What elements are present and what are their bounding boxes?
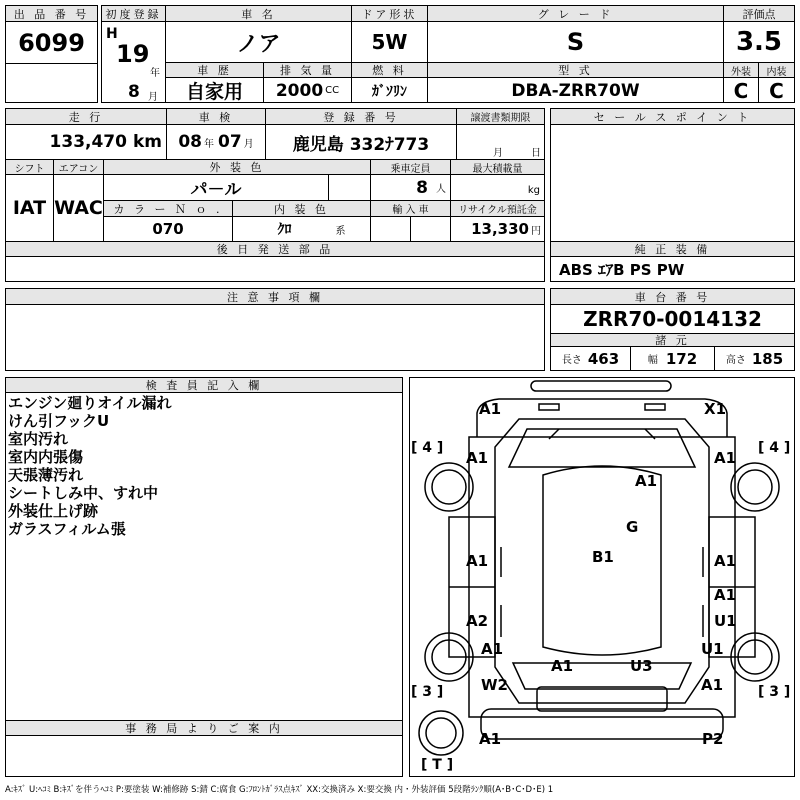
first-reg-month: 8 [128, 82, 140, 102]
recycle-cell [451, 217, 544, 241]
tyre-tread-front-right: [ 4 ] [758, 440, 791, 456]
mileage-label: 走 行 [6, 109, 167, 125]
chassis-label: 車 台 番 号 [551, 289, 794, 305]
remark-line: エンジン廻りオイル漏れ [8, 394, 172, 412]
length-label: 長さ [561, 355, 582, 366]
mileage-unit: km [132, 132, 162, 152]
office-label: 事 務 局 よ り ご 案 内 [6, 720, 402, 736]
damage-code: U1 [714, 612, 737, 630]
fuel: ｶﾞｿﾘﾝ [352, 78, 428, 103]
height-label: 高さ [725, 355, 746, 366]
recycle-label: リサイクル預託金 [451, 201, 544, 217]
interior-grade-label: 内装 [759, 62, 794, 78]
model: DBA-ZRR70W [428, 78, 724, 103]
max-load-label: 最大積載量 [451, 159, 544, 175]
damage-code: A1 [466, 552, 489, 570]
interior-color-unit: 系 [335, 225, 346, 237]
displacement-cell [264, 78, 352, 103]
car-diagram [409, 377, 795, 777]
genuine-equipment: ABS ｴｱB PS PW [559, 260, 685, 279]
shift: IAT [6, 175, 54, 241]
tyre-tread-spare: [ T ] [421, 757, 454, 773]
door-label: ドア形状 [352, 6, 428, 22]
remark-line: 室内内張傷 [8, 448, 84, 466]
width: 172 [665, 349, 698, 368]
detail-grid [5, 108, 545, 282]
exterior-grade-label: 外装 [724, 62, 759, 78]
damage-code: A1 [466, 449, 489, 467]
month-unit: 月 [148, 92, 158, 103]
interior-color-label: 内 装 色 [233, 201, 371, 217]
first-reg-label: 初度登録 [102, 6, 166, 22]
damage-code: P2 [702, 730, 724, 748]
inspection-cell [167, 125, 266, 159]
first-reg-cell [102, 22, 166, 103]
lot-number-box [5, 5, 98, 103]
chassis-number: ZRR70-0014132 [583, 307, 762, 331]
plate: 鹿児島 332ﾅ773 [266, 125, 457, 159]
grade-label: グ レ ー ド [428, 6, 724, 22]
damage-legend: A:ｷｽﾞ U:ﾍｺﾐ B:ｷｽﾞを伴うﾍｺﾐ P:要塗装 W:補修跡 S:錆 C:腐食 G:ﾌﾛﾝﾄｶﾞﾗｽ点ｷｽﾞ XX:交換済み X:要交換 内・外装評価 5段階ﾗﾝｸ順(A･B･C･D･E) 1 [5, 785, 554, 795]
inspector-label: 検 査 員 記 入 欄 [6, 378, 402, 393]
displacement-label: 排 気 量 [264, 62, 352, 78]
exterior-color: パ－ル [104, 175, 329, 201]
capacity: 8 [416, 177, 428, 198]
ac-label: エアコン [54, 159, 104, 175]
color-no: 070 [104, 217, 233, 241]
fuel-label: 燃 料 [352, 62, 428, 78]
damage-code: B1 [592, 548, 614, 566]
import-split [371, 217, 411, 241]
remark-line: 外装仕上げ跡 [8, 502, 99, 520]
interior-color: ｸﾛ [277, 222, 292, 238]
inspection-year: 08 [178, 132, 202, 152]
history: 自家用 [166, 78, 264, 103]
interior-color-cell [233, 217, 371, 241]
exterior-color-extra [329, 175, 371, 201]
specs-label: 諸 元 [551, 333, 794, 347]
capacity-cell [371, 175, 451, 201]
inspection-month: 07 [218, 132, 242, 152]
recycle-unit: 円 [531, 225, 541, 237]
damage-code: U1 [701, 640, 724, 658]
damage-code: A1 [481, 640, 504, 658]
car-name: ノア [166, 22, 352, 62]
damage-code: A1 [635, 472, 658, 490]
recycle: 13,330 [471, 220, 529, 238]
displacement-unit: CC [325, 85, 340, 96]
grade: S [428, 22, 724, 62]
remark-line: 室内汚れ [8, 430, 69, 448]
mileage: 133,470 [49, 132, 127, 152]
damage-code: A1 [701, 676, 724, 694]
era: H [106, 26, 118, 42]
genuine-label: 純 正 装 備 [551, 241, 794, 257]
car-name-label: 車 名 [166, 6, 352, 22]
color-no-label: カ ラ ー Ｎ ｏ . [104, 201, 233, 217]
first-reg-year: 19 [116, 40, 150, 68]
tyre-tread-rear-right: [ 3 ] [758, 684, 791, 700]
exterior-grade: C [724, 78, 759, 103]
damage-code: A1 [479, 400, 502, 418]
width-label: 幅 [647, 355, 658, 366]
height-cell [715, 347, 794, 370]
later-parts-label: 後 日 発 送 部 品 [6, 241, 544, 257]
lot-number-label: 出 品 番 号 [6, 6, 97, 22]
lot-number-blank [6, 63, 97, 103]
damage-code: U3 [630, 657, 653, 675]
model-label: 型 式 [428, 62, 724, 78]
inspection-month-unit: 月 [243, 138, 254, 150]
length-cell [551, 347, 631, 370]
height: 185 [751, 349, 784, 368]
ac: WAC [54, 175, 104, 241]
tyre-tread-front-left: [ 4 ] [411, 440, 444, 456]
caution-box [5, 288, 545, 371]
max-load-unit: kg [451, 175, 544, 201]
remark-line: けん引フックU [8, 412, 110, 430]
damage-code: A1 [551, 657, 574, 675]
damage-code: A1 [714, 449, 737, 467]
year-unit: 年 [150, 68, 160, 79]
width-cell [631, 347, 715, 370]
caution-label: 注 意 事 項 欄 [6, 289, 544, 305]
damage-code: G [626, 518, 639, 536]
transfer-label: 譲渡書類期限 [457, 109, 544, 125]
import-label: 輸 入 車 [371, 201, 451, 217]
transfer-day-unit: 日 [531, 147, 541, 159]
capacity-unit: 人 [436, 184, 446, 195]
interior-grade: C [769, 78, 784, 103]
inspection-year-unit: 年 [204, 138, 214, 150]
inspector-remarks [8, 394, 172, 538]
chassis-box [550, 288, 795, 371]
mileage-cell [6, 125, 167, 159]
import-value [411, 217, 451, 241]
damage-code: W2 [481, 676, 508, 694]
inspection-label: 車 検 [167, 109, 266, 125]
exterior-color-label: 外 装 色 [104, 159, 371, 175]
damage-code: A2 [466, 612, 489, 630]
lot-number: 6099 [18, 29, 85, 57]
damage-code: A1 [479, 730, 502, 748]
sales-points-box [550, 108, 795, 282]
history-label: 車 歴 [166, 62, 264, 78]
shift-label: シフト [6, 159, 54, 175]
plate-label: 登 録 番 号 [266, 109, 457, 125]
doors: 5W [352, 22, 428, 62]
damage-code: A1 [714, 586, 737, 604]
capacity-label: 乗車定員 [371, 159, 451, 175]
transfer-month-unit: 月 [493, 147, 503, 159]
length: 463 [587, 349, 620, 368]
score: 3.5 [735, 27, 783, 57]
sales-points-label: セ ー ル ス ポ イ ン ト [551, 109, 794, 125]
damage-code: X1 [704, 400, 727, 418]
header-grid [101, 5, 795, 103]
remark-line: シートしみ中、すれ中 [8, 484, 159, 502]
tyre-tread-rear-left: [ 3 ] [411, 684, 444, 700]
displacement: 2000 [275, 80, 324, 101]
remark-line: 天張薄汚れ [8, 466, 84, 484]
score-label: 評価点 [724, 6, 794, 22]
damage-code: A1 [714, 552, 737, 570]
remark-line: ガラスフィルム張 [8, 520, 126, 538]
